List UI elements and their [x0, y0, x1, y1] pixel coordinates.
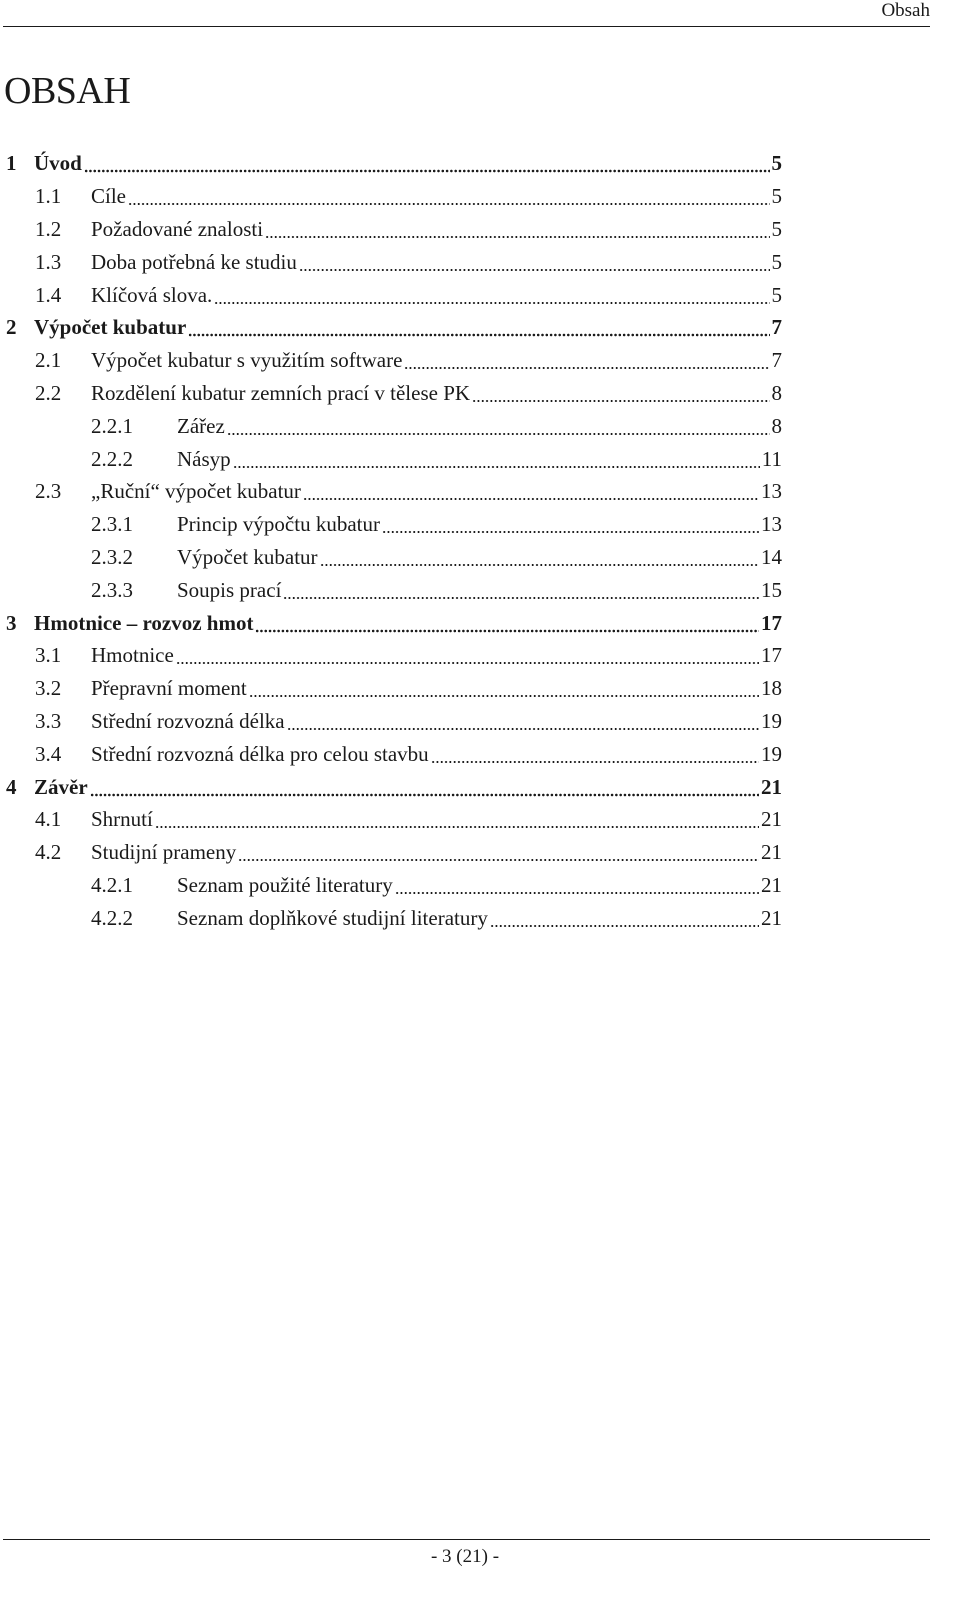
toc-entry-number: 1.4	[35, 282, 62, 307]
toc-entry-number: 1.3	[35, 249, 62, 274]
toc-entry-page: 18	[761, 676, 782, 701]
toc-entry-number: 3.1	[35, 643, 62, 668]
toc-entry[interactable]	[0, 836, 960, 869]
toc-entry[interactable]	[0, 344, 960, 377]
toc-leader-dots	[472, 383, 769, 403]
toc-entry-number: 2.2	[35, 380, 62, 405]
table-of-contents	[0, 147, 960, 934]
toc-entry-number: 2.3.3	[91, 577, 133, 602]
toc-entry-page: 21	[761, 840, 782, 865]
toc-leader-dots	[227, 416, 770, 436]
toc-entry-page: 8	[771, 380, 782, 405]
toc-entry-number: 4	[6, 774, 17, 799]
toc-leader-dots	[128, 186, 770, 206]
toc-entry-title: Násyp	[177, 446, 231, 471]
toc-leader-dots	[283, 580, 759, 600]
toc-entry-page: 5	[771, 282, 782, 307]
toc-entry-title: Požadované znalosti	[91, 216, 264, 241]
toc-entry[interactable]	[0, 705, 960, 738]
toc-entry[interactable]	[0, 803, 960, 836]
toc-entry-page: 8	[771, 413, 782, 438]
toc-entry-page: 21	[761, 872, 782, 897]
toc-leader-dots	[188, 317, 769, 337]
toc-entry-number: 4.2.1	[91, 872, 133, 897]
page-title: OBSAH	[4, 70, 131, 112]
toc-leader-dots	[238, 842, 759, 862]
toc-entry-title: Rozdělení kubatur zemních prací v tělese PK	[91, 380, 471, 405]
toc-leader-dots	[299, 252, 770, 272]
toc-entry-title: Cíle	[91, 184, 126, 209]
toc-entry-page: 7	[771, 348, 782, 373]
toc-entry-title: Přepravní moment	[91, 676, 247, 701]
toc-entry[interactable]	[0, 409, 960, 442]
toc-entry-number: 2.3.2	[91, 544, 133, 569]
toc-entry[interactable]	[0, 770, 960, 803]
toc-entry[interactable]	[0, 311, 960, 344]
toc-entry-title: Úvod	[34, 151, 82, 176]
toc-entry-page: 11	[761, 446, 782, 471]
toc-entry[interactable]	[0, 606, 960, 639]
toc-leader-dots	[320, 547, 759, 567]
toc-leader-dots	[84, 153, 770, 173]
toc-entry[interactable]	[0, 541, 960, 574]
toc-leader-dots	[287, 711, 759, 731]
toc-entry-number: 4.2.2	[91, 905, 133, 930]
toc-entry[interactable]	[0, 278, 960, 311]
toc-leader-dots	[404, 350, 769, 370]
toc-entry-number: 2.2.1	[91, 413, 133, 438]
toc-leader-dots	[431, 744, 759, 764]
toc-leader-dots	[249, 678, 759, 698]
toc-entry[interactable]	[0, 573, 960, 606]
toc-entry-page: 19	[761, 708, 782, 733]
toc-entry-page: 21	[761, 807, 782, 832]
toc-entry-page: 15	[761, 577, 782, 602]
toc-entry-number: 3	[6, 610, 17, 635]
toc-leader-dots	[155, 809, 759, 829]
toc-entry[interactable]	[0, 213, 960, 246]
header-rule	[3, 26, 930, 27]
toc-entry-title: Výpočet kubatur	[34, 315, 187, 340]
toc-entry-title: Střední rozvozná délka pro celou stavbu	[91, 741, 429, 766]
toc-entry-number: 2.3.1	[91, 512, 133, 537]
toc-entry[interactable]	[0, 901, 960, 934]
toc-entry-number: 3.3	[35, 708, 62, 733]
toc-entry-number: 1.2	[35, 216, 62, 241]
toc-entry-title: Zářez	[177, 413, 225, 438]
toc-entry-number: 1.1	[35, 184, 62, 209]
toc-entry-page: 5	[771, 184, 782, 209]
toc-entry-number: 1	[6, 151, 17, 176]
toc-entry-title: Shrnutí	[91, 807, 153, 832]
toc-entry[interactable]	[0, 869, 960, 902]
toc-entry-number: 4.2	[35, 840, 62, 865]
toc-entry[interactable]	[0, 672, 960, 705]
toc-entry-title: Studijní prameny	[91, 840, 237, 865]
toc-leader-dots	[233, 449, 760, 469]
toc-entry-title: Princip výpočtu kubatur	[177, 512, 380, 537]
toc-entry-page: 17	[761, 610, 782, 635]
toc-entry-page: 21	[761, 905, 782, 930]
running-header: Obsah	[881, 0, 930, 21]
toc-entry-page: 17	[761, 643, 782, 668]
toc-entry-title: Klíčová slova.	[91, 282, 213, 307]
toc-entry-page: 5	[771, 249, 782, 274]
toc-entry-title: „Ruční“ výpočet kubatur	[91, 479, 301, 504]
toc-entry-page: 5	[771, 151, 782, 176]
toc-entry[interactable]	[0, 508, 960, 541]
toc-entry[interactable]	[0, 639, 960, 672]
toc-leader-dots	[90, 777, 759, 797]
toc-entry-page: 13	[761, 512, 782, 537]
toc-entry-title: Seznam použité literatury	[177, 872, 393, 897]
toc-leader-dots	[255, 613, 759, 633]
toc-entry[interactable]	[0, 377, 960, 410]
toc-entry[interactable]	[0, 147, 960, 180]
toc-entry-page: 14	[761, 544, 782, 569]
toc-entry-number: 2.1	[35, 348, 62, 373]
toc-entry-number: 3.2	[35, 676, 62, 701]
toc-entry-number: 3.4	[35, 741, 62, 766]
toc-entry-number: 2.2.2	[91, 446, 133, 471]
toc-entry-number: 4.1	[35, 807, 62, 832]
toc-entry-title: Hmotnice	[91, 643, 174, 668]
toc-leader-dots	[382, 514, 759, 534]
toc-entry-page: 19	[761, 741, 782, 766]
toc-entry-title: Hmotnice – rozvoz hmot	[34, 610, 254, 635]
toc-leader-dots	[265, 219, 769, 239]
toc-entry[interactable]	[0, 475, 960, 508]
toc-entry-number: 2	[6, 315, 17, 340]
toc-entry-number: 2.3	[35, 479, 62, 504]
toc-entry-page: 7	[771, 315, 782, 340]
toc-entry-title: Střední rozvozná délka	[91, 708, 285, 733]
footer-rule	[3, 1539, 930, 1540]
toc-entry-title: Výpočet kubatur	[177, 544, 318, 569]
toc-leader-dots	[303, 481, 759, 501]
toc-entry-title: Seznam doplňkové studijní literatury	[177, 905, 488, 930]
toc-entry-title: Doba potřebná ke studiu	[91, 249, 297, 274]
toc-entry-title: Soupis prací	[177, 577, 282, 602]
toc-leader-dots	[490, 908, 759, 928]
toc-leader-dots	[176, 645, 759, 665]
toc-entry-page: 21	[761, 774, 782, 799]
toc-entry[interactable]	[0, 245, 960, 278]
toc-leader-dots	[214, 285, 769, 305]
toc-entry-page: 5	[771, 216, 782, 241]
page-number: - 3 (21) -	[430, 1546, 500, 1567]
toc-entry-title: Výpočet kubatur s využitím software	[91, 348, 403, 373]
toc-entry[interactable]	[0, 737, 960, 770]
toc-entry-title: Závěr	[34, 774, 88, 799]
toc-entry-page: 13	[761, 479, 782, 504]
toc-entry[interactable]	[0, 180, 960, 213]
toc-entry[interactable]	[0, 442, 960, 475]
toc-leader-dots	[395, 875, 759, 895]
